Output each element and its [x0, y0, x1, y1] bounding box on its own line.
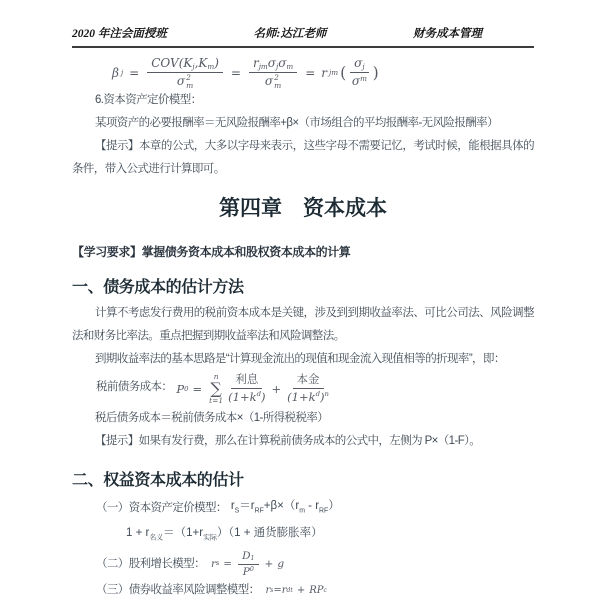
fraction	[350, 56, 368, 89]
math-token: r	[211, 558, 217, 571]
math-token: ＝	[163, 527, 175, 540]
math-token: σ	[176, 74, 186, 88]
math-token: =	[273, 585, 282, 597]
math-token: P	[176, 381, 185, 396]
pretax-cost-label: 税前债务成本：	[96, 380, 173, 393]
superscript-subscript-stack	[186, 74, 193, 89]
math-sub: jm	[329, 68, 339, 77]
math-sub: dt	[286, 587, 293, 595]
fraction-denominator	[177, 73, 193, 89]
nominal-rate-formula	[72, 522, 534, 549]
page-header	[72, 25, 534, 41]
math-sub: S	[234, 507, 240, 515]
math-token: r	[252, 56, 259, 70]
math-sup: n	[324, 390, 329, 399]
math-token: +	[264, 558, 274, 571]
math-sub: 名义	[149, 534, 164, 542]
math-token: β×	[270, 499, 284, 512]
math-token: (1+k	[287, 390, 316, 405]
flotation-tip-line: 【提示】如果有发行费，那么在计算税前债务成本的公式中，左侧为 P×（1-F）。	[95, 434, 481, 447]
math-sub: m	[186, 80, 194, 90]
math-token: r	[295, 499, 300, 512]
math-token: β	[112, 65, 119, 80]
pretax-cost-row	[72, 373, 534, 405]
math-token: )	[214, 56, 219, 70]
fraction	[228, 373, 265, 405]
math-token: σ	[278, 56, 287, 70]
math-sub: c	[323, 587, 327, 595]
math-token: (1+k	[228, 390, 257, 405]
math-sub: d	[315, 390, 320, 399]
dividend-growth-label: （二）股利增长模型：	[96, 558, 205, 571]
math-sup: 2	[186, 73, 191, 82]
math-token: r	[321, 65, 328, 80]
math-token: (	[340, 63, 347, 82]
math-token: =	[230, 65, 241, 80]
fraction	[249, 56, 297, 89]
header-teacher-name: 名师:达江老师	[253, 28, 327, 40]
superscript-subscript-stack	[274, 74, 281, 89]
math-token: r	[250, 499, 255, 512]
math-sub: 0	[184, 384, 189, 393]
math-sub: j	[120, 68, 124, 77]
capm-model-item	[72, 495, 534, 522]
fraction-numerator: 本金	[293, 373, 324, 389]
math-sub: RF	[319, 507, 329, 515]
summation-lower-limit: t=1	[209, 395, 224, 405]
math-sub: j	[362, 62, 365, 71]
fraction-denominator	[265, 73, 281, 89]
math-sub: 0	[249, 565, 254, 573]
chapter3-tip-paragraph: 【提示】本章的公式，大多以字母来表示，这些字母不需要记忆，考试时候，能根据具体的条件，带入公式进行计算即可。	[72, 140, 534, 175]
fraction-denominator	[287, 389, 329, 404]
math-token: σ	[267, 56, 276, 70]
math-token: RP	[309, 585, 324, 597]
math-token: g	[277, 558, 285, 571]
math-sub: jm	[258, 62, 268, 71]
math-token: +	[263, 499, 271, 512]
sigma-sum-icon: ∑	[210, 378, 222, 398]
math-token: )	[372, 63, 379, 82]
math-sub: m	[286, 62, 294, 71]
math-token: D	[242, 549, 251, 562]
math-token: ）	[216, 527, 229, 540]
ytm-method-paragraph: 到期收益率法的基本思路是“计算现金流出的现值和现金流入现值相等的折现率”，即：	[95, 353, 505, 365]
fraction-numerator	[350, 56, 368, 73]
section-heading-debt-cost: 一、债务成本的估计方法	[72, 279, 244, 296]
header-subject-title: 财务成本管理	[413, 28, 482, 40]
capm-item-label: （一）资本资产定价模型：	[96, 501, 227, 514]
math-sub: RF	[254, 507, 264, 515]
capm-definition-line: 某项资产的必要报酬率＝无风险报酬率+β×（市场组合的平均报酬率-无风险报酬率）	[95, 117, 498, 129]
math-sub: m	[360, 74, 367, 83]
learning-requirement: 【学习要求】掌握债务资本成本和股权资本成本的计算	[72, 245, 351, 259]
math-token: +	[271, 381, 282, 396]
math-token: （1+r	[174, 527, 204, 540]
bond-yield-label: （三）债券收益率风险调整模型：	[96, 584, 260, 597]
math-token: =	[129, 65, 140, 80]
math-token: )	[261, 390, 266, 405]
fraction-denominator	[352, 73, 367, 89]
math-sub: d	[256, 390, 262, 399]
math-sup: 2	[274, 73, 279, 82]
math-token: )	[320, 390, 325, 405]
math-token: r	[281, 585, 287, 597]
math-token: σ	[351, 74, 361, 88]
fraction-numerator: 利息	[231, 373, 262, 389]
math-sub: 1	[250, 554, 255, 562]
math-token: σ	[264, 74, 274, 88]
bond-yield-formula	[266, 579, 327, 602]
header-course-title: 2020 年注会面授班	[72, 28, 167, 40]
math-sub: m	[274, 80, 282, 90]
math-token: ,K	[194, 56, 208, 70]
math-sub: s	[270, 587, 274, 595]
math-token: ）	[328, 499, 340, 512]
math-sub: j	[192, 62, 195, 71]
summation-symbol	[209, 373, 223, 404]
pretax-cost-formula	[176, 373, 331, 405]
math-sub: j	[275, 62, 279, 71]
fraction	[147, 56, 223, 89]
math-token: （	[283, 499, 296, 512]
math-token: =	[223, 558, 233, 571]
fraction	[287, 373, 329, 405]
capm-item-number: 6.资本资产定价模型：	[95, 94, 202, 106]
math-token: P	[242, 565, 250, 578]
math-sub: s	[216, 560, 220, 568]
capm-formula	[231, 495, 340, 522]
fraction-numerator	[238, 550, 258, 565]
math-sub: m	[299, 507, 305, 515]
fraction-numerator	[249, 56, 297, 73]
math-sub: m	[207, 62, 215, 71]
dividend-growth-formula	[211, 549, 284, 579]
math-token: =	[192, 381, 203, 396]
fraction-denominator	[228, 389, 265, 404]
math-token: ＝	[239, 499, 251, 512]
summation-upper-limit: n	[213, 372, 219, 382]
fraction	[238, 550, 258, 579]
math-sub: 实际	[203, 534, 217, 542]
bond-yield-item	[72, 579, 534, 602]
chapter-title: 第四章 资本成本	[219, 197, 387, 220]
math-token: （1 + 通货膨胀率）	[228, 527, 323, 540]
math-token: =	[305, 65, 316, 80]
math-token: 1 + r	[126, 527, 150, 540]
math-token: σ	[354, 56, 363, 70]
math-token: COV(K	[151, 56, 193, 70]
math-token: -	[304, 499, 316, 512]
beta-formula	[112, 56, 534, 89]
section-heading-equity-cost: 二、权益资本成本的估计	[72, 471, 244, 489]
math-token: +	[296, 585, 306, 597]
debt-cost-paragraph: 计算不考虑发行费用的税前资本成本是关键，涉及到到期收益率法、可比公司法、风险调整法和财务比率法。重点把握到期收益率法和风险调整法。	[72, 307, 534, 342]
math-token: r	[230, 499, 235, 512]
fraction-numerator	[147, 56, 223, 73]
header-divider	[72, 46, 534, 48]
dividend-growth-item	[72, 549, 534, 579]
math-token: r	[315, 499, 320, 512]
aftertax-cost-line: 税后债务成本＝税前债务成本×（1-所得税税率）	[95, 411, 329, 424]
math-token: r	[265, 585, 271, 597]
